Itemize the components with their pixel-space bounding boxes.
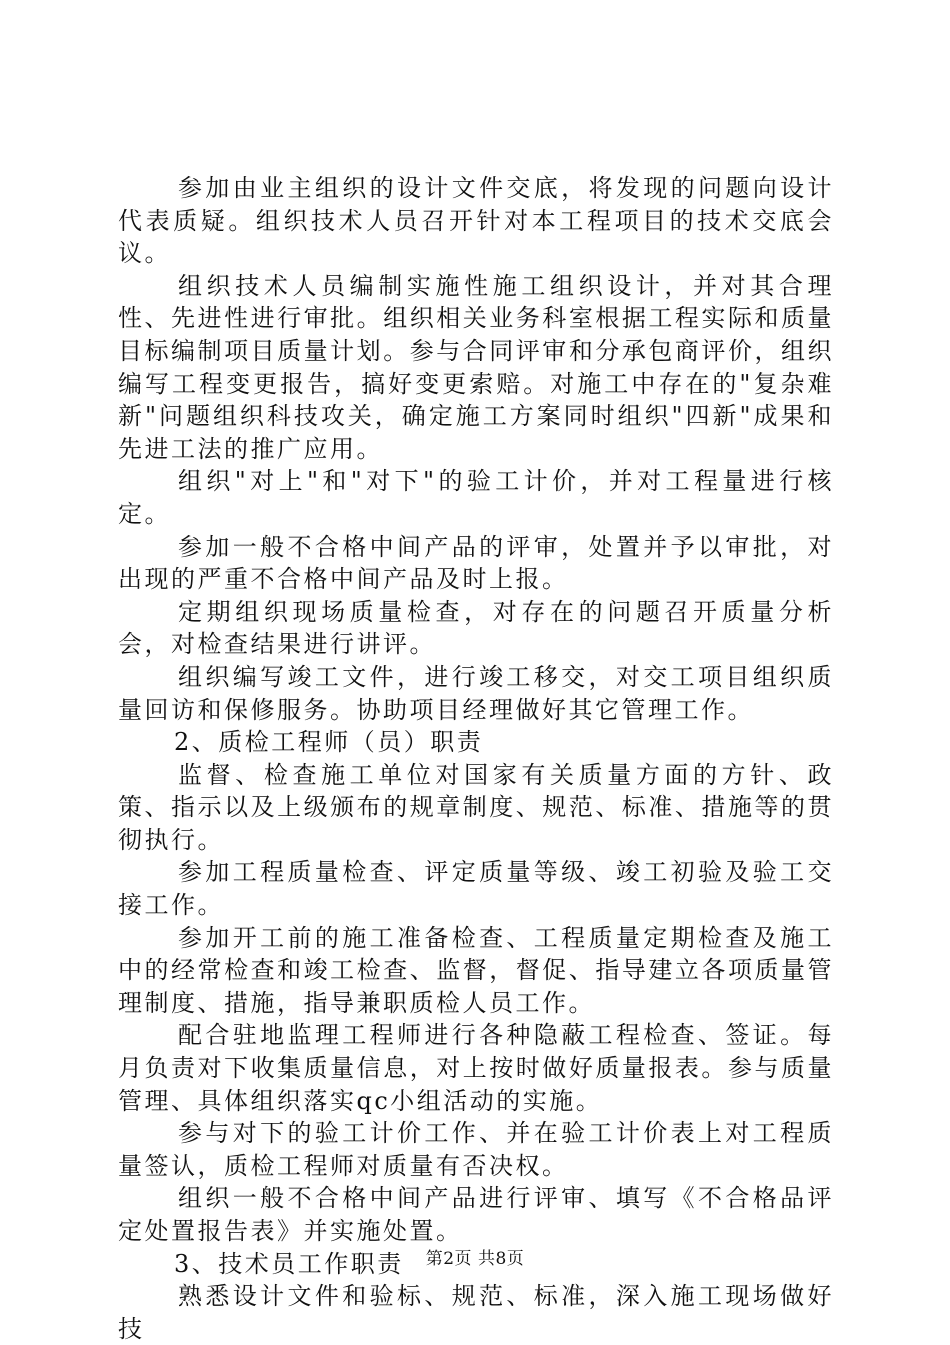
- paragraph-design-briefing: 参加由业主组织的设计文件交底，将发现的问题向设计代表质疑。组织技术人员召开针对本工程项目的技术交底会议。: [118, 174, 834, 268]
- paragraph-nonconforming-report: 组织一般不合格中间产品进行评审、填写《不合格品评定处置报告表》并实施处置。: [118, 1184, 834, 1245]
- paragraph-completion-docs: 组织编写竣工文件，进行竣工移交，对交工项目组织质量回访和保修服务。协助项目经理做好其它管理工作。: [118, 662, 834, 724]
- paragraph-quality-inspection: 定期组织现场质量检查，对存在的问题召开质量分析会，对检查结果进行讲评。: [118, 597, 834, 659]
- paragraph-supervisor-cooperation: 配合驻地监理工程师进行各种隐蔽工程检查、签证。每月负责对下收集质量信息，对上按时做好质量报表。参与质量管理、具体组织落实qc小组活动的实施。: [118, 1021, 834, 1115]
- page-number-footer: 第2页 共8页: [425, 1249, 525, 1269]
- paragraph-supervision: 监督、检查施工单位对国家有关质量方面的方针、政策、指示以及上级颁布的规章制度、规范、标准、措施等的贯彻执行。: [118, 760, 834, 854]
- document-body: [118, 172, 834, 1345]
- paragraph-pricing: 组织"对上"和"对下"的验工计价，并对工程量进行核定。: [118, 467, 834, 528]
- paragraph-quality-veto: 参与对下的验工计价工作、并在验工计价表上对工程质量签认，质检工程师对质量有否决权。: [118, 1119, 834, 1180]
- paragraph-technician-duties: 熟悉设计文件和验标、规范、标准，深入施工现场做好技: [118, 1282, 834, 1343]
- paragraph-quality-grading: 参加工程质量检查、评定质量等级、竣工初验及验工交接工作。: [118, 858, 834, 920]
- section-heading-quality-engineer: 2、质检工程师（员）职责: [174, 728, 484, 757]
- paragraph-nonconforming-review: 参加一般不合格中间产品的评审，处置并予以审批，对出现的严重不合格中间产品及时上报。: [118, 532, 834, 594]
- paragraph-pre-construction-check: 参加开工前的施工准备检查、工程质量定期检查及施工中的经常检查和竣工检查、监督，督促、指导建立各项质量管理制度、措施，指导兼职质检人员工作。: [118, 923, 834, 1017]
- paragraph-construction-plan: 组织技术人员编制实施性施工组织设计，并对其合理性、先进性进行审批。组织相关业务科室根据工程实际和质量目标编制项目质量计划。参与合同评审和分承包商评价，组织编写工程变更报告，搞好变更索赔。对施工中存在的"复杂难新"问题组织科技攻关，确定施工方案同时组织"四新"成果和先进工法的推广应用。: [118, 271, 834, 463]
- section-heading-technician: 3、技术员工作职责: [174, 1249, 404, 1278]
